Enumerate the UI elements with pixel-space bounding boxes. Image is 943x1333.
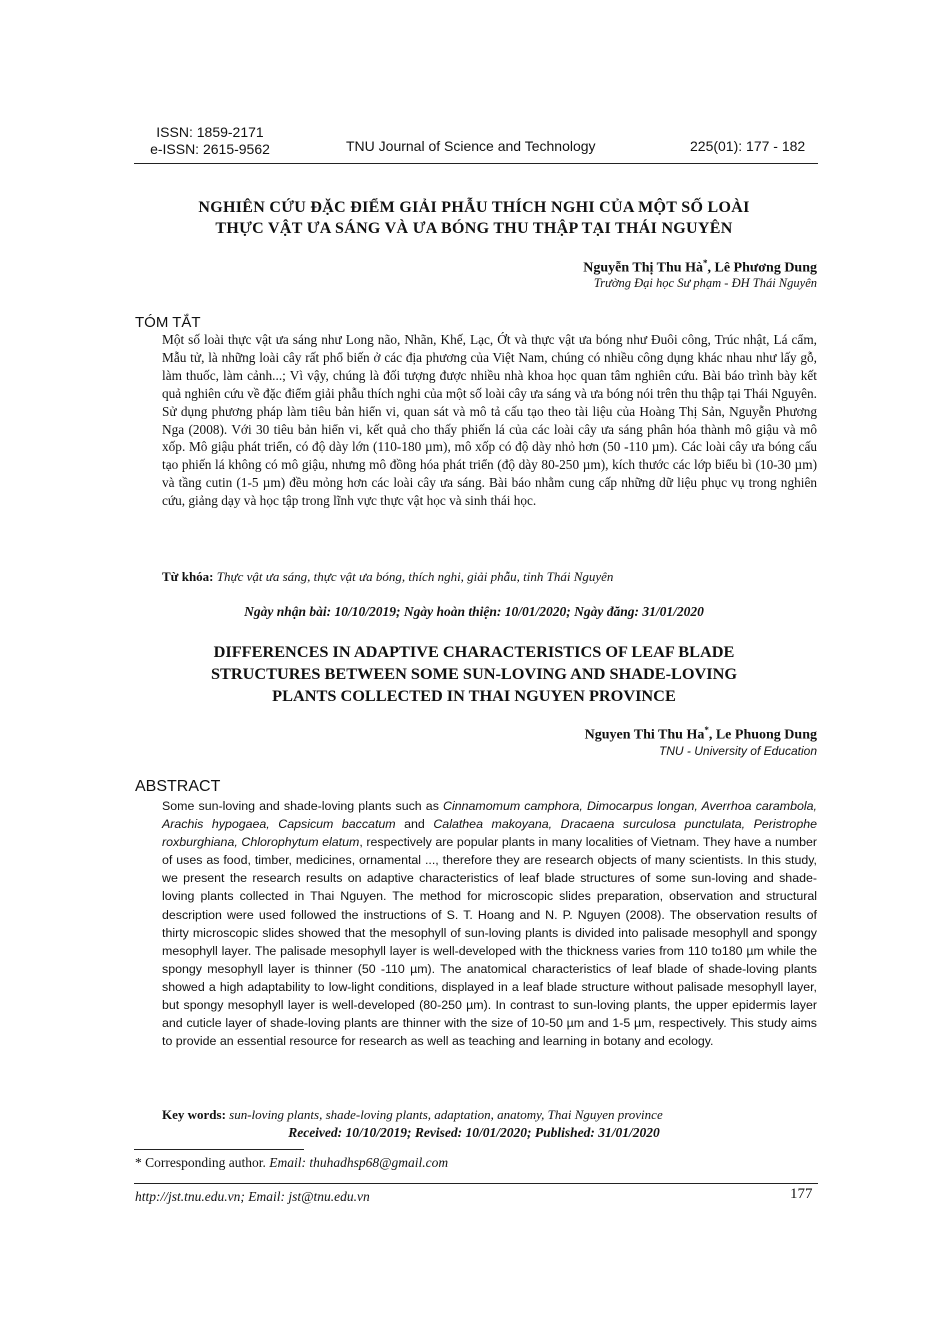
journal-name: TNU Journal of Science and Technology (346, 138, 596, 154)
issn: ISSN: 1859-2171 (156, 124, 264, 140)
corresponding-author (135, 1155, 448, 1171)
vi-keywords-text: Thực vật ưa sáng, thực vật ưa bóng, thích nghi, giải phẫu, tỉnh Thái Nguyên (216, 569, 614, 584)
en-abstract-and: and (395, 817, 434, 832)
en-affiliation: TNU - University of Education (658, 744, 817, 758)
english-title (130, 641, 818, 707)
volume-pages: 225(01): 177 - 182 (690, 138, 806, 154)
vi-section-heading: TÓM TẮT (135, 314, 201, 331)
en-dates: Received: 10/10/2019; Revised: 10/01/2020; Published: 31/01/2020 (288, 1125, 660, 1140)
vi-affiliation: Trường Đại học Sư phạm - ĐH Thái Nguyên (593, 276, 817, 290)
vi-keywords (162, 569, 817, 585)
en-abstract-intro: Some sun-loving and shade-loving plants such as (162, 799, 444, 813)
vietnamese-title (130, 197, 818, 239)
corresponding-email-label: Email: (269, 1155, 306, 1170)
en-keywords-label: Key words: (162, 1107, 226, 1122)
vi-title-line-1: NGHIÊN CỨU ĐẶC ĐIỂM GIẢI PHẪU THÍCH NGHI CỦA MỘT SỐ LOÀI (198, 199, 750, 216)
vi-author-2: , Lê Phương Dung (707, 260, 817, 276)
en-keywords-text: sun-loving plants, shade-loving plants, adaptation, anatomy, Thai Nguyen province (229, 1107, 663, 1122)
eissn: e-ISSN: 2615-9562 (150, 141, 270, 157)
footnote-rule (134, 1149, 304, 1150)
header-rule (134, 163, 818, 164)
en-author-2: , Le Phuong Dung (708, 727, 817, 743)
corresponding-label: * Corresponding author. (135, 1155, 266, 1170)
en-title-line-2: STRUCTURES BETWEEN SOME SUN-LOVING AND SHADE-LOVING (210, 664, 738, 683)
en-abstract (162, 797, 817, 1050)
en-abstract-body: , respectively are popular plants in many localities of Vietnam. They have a number of uses as food, timber, medicines, ornamental ..., therefore they are research objects of many scientists. In this study, we present the research results on adaptive characteristics of leaf blade structures of some sun-loving and shade-loving plants collected in Thai Nguyen. The method for microscopic slides preparation, observation and structural description were used followed the instructions of S. T. Hoang and N. P. Nguyen (2008). The observation results of thirty microscopic slides showed that the mesophyll of sun-loving plants is divided into palisade mesophyll and spongy mesophyll layer. The palisade mesophyll layer is well-developed with the thickness varies from 110 to180 µm while the spongy mesophyll layer is thinner (50 -110 µm). The anatomical characteristics of leaf blade of shade-loving plants showed a high adaptability to low-light conditions, displayed in a leaf blade structure without palisade mesophyll layer, but spongy mesophyll layer is well-developed (80-250 µm). In contrast to sun-loving plants, the upper epidermis layer and cuticle layer of shade-loving plants are thinner with the size of 10-50 µm and 1-5 µm, respectively. This study aims to provide an essential resource for research as well as teaching and learning in botany and ecology. (162, 835, 818, 1049)
en-section-heading: ABSTRACT (135, 778, 221, 795)
issn-block (140, 124, 280, 158)
vi-keywords-label: Từ khóa: (162, 569, 214, 584)
vi-author-star: * (702, 258, 708, 268)
en-shade-species: Calathea makoyana, Dracaena surculosa punctulata, Peristrophe roxburghiana, Chlorophytum elatum (162, 817, 817, 850)
en-author-1: Nguyen Thi Thu Ha (584, 727, 705, 743)
en-title-line-3: PLANTS COLLECTED IN THAI NGUYEN PROVINCE (272, 686, 676, 705)
vi-dates: Ngày nhận bài: 10/10/2019; Ngày hoàn thiện: 10/01/2020; Ngày đăng: 31/01/2020 (244, 604, 704, 619)
footer-rule (134, 1183, 818, 1184)
en-author-star: * (704, 725, 709, 735)
vi-title-line-2: THỰC VẬT ƯA SÁNG VÀ ƯA BÓNG THU THẬP TẠI THÁI NGUYÊN (215, 220, 733, 237)
en-authors (585, 725, 817, 744)
footer-links[interactable]: http://jst.tnu.edu.vn; Email: jst@tnu.edu.vn (135, 1189, 370, 1204)
vi-author-1: Nguyễn Thị Thu Hà (583, 260, 703, 276)
page-number: 177 (790, 1186, 813, 1202)
en-sun-species: Cinnamomum camphora, Dimocarpus longan, Averrhoa carambola, Arachis hypogaea, Capsicum baccatum (162, 799, 817, 832)
vi-abstract: Một số loài thực vật ưa sáng như Long não, Nhãn, Khế, Lạc, Ớt và thực vật ưa bóng như Đuôi công, Trúc nhật, Lá cẩm, Mẫu tử, là những loài cây rất phổ biến ở các địa phương của Việt Nam, chúng có nhiều công dụng khác nhau như lấy gỗ, làm thuốc, làm cảnh...; Vì vậy, chúng là đối tượng được nhiều nhà khoa học quan tâm nghiên cứu. Bài báo trình bày kết quả nghiên cứu về đặc điểm giải phẫu thích nghi của một số loài cây ưa sáng và ưa bóng nói trên thu thập tại Thái Nguyên. Sử dụng phương pháp làm tiêu bản hiển vi, quan sát và mô tả cấu tạo theo tài liệu của Hoàng Thị Sản, Nguyễn Phương Nga (2008). Với 30 tiêu bản hiển vi, kết quả cho thấy phiến lá của các loài cây ưa sáng phân hóa thành mô giậu và mô xốp. Mô giậu phát triển, có độ dày lớn (110-180 µm), mô xốp có độ dày nhỏ hơn (50 -110 µm). Các loài cây ưa bóng cấu tạo phiến lá không có mô giậu, nhưng mô đồng hóa phát triển (độ dày 80-250 µm), kích thước các lớp biểu bì (10-30 µm) và tầng cutin (1-5 µm) đều mỏng hơn các loài cây ưa sáng. Bài báo nhằm cung cấp những dữ liệu phục vụ trong nghiên cứu, giảng dạy và học tập trong lĩnh vực thực vật học và sinh thái học. (162, 332, 817, 509)
en-keywords (162, 1107, 817, 1123)
vi-authors (583, 258, 817, 277)
en-title-line-1: DIFFERENCES IN ADAPTIVE CHARACTERISTICS OF LEAF BLADE (213, 642, 735, 661)
corresponding-email: thuhadhsp68@gmail.com (309, 1155, 449, 1170)
